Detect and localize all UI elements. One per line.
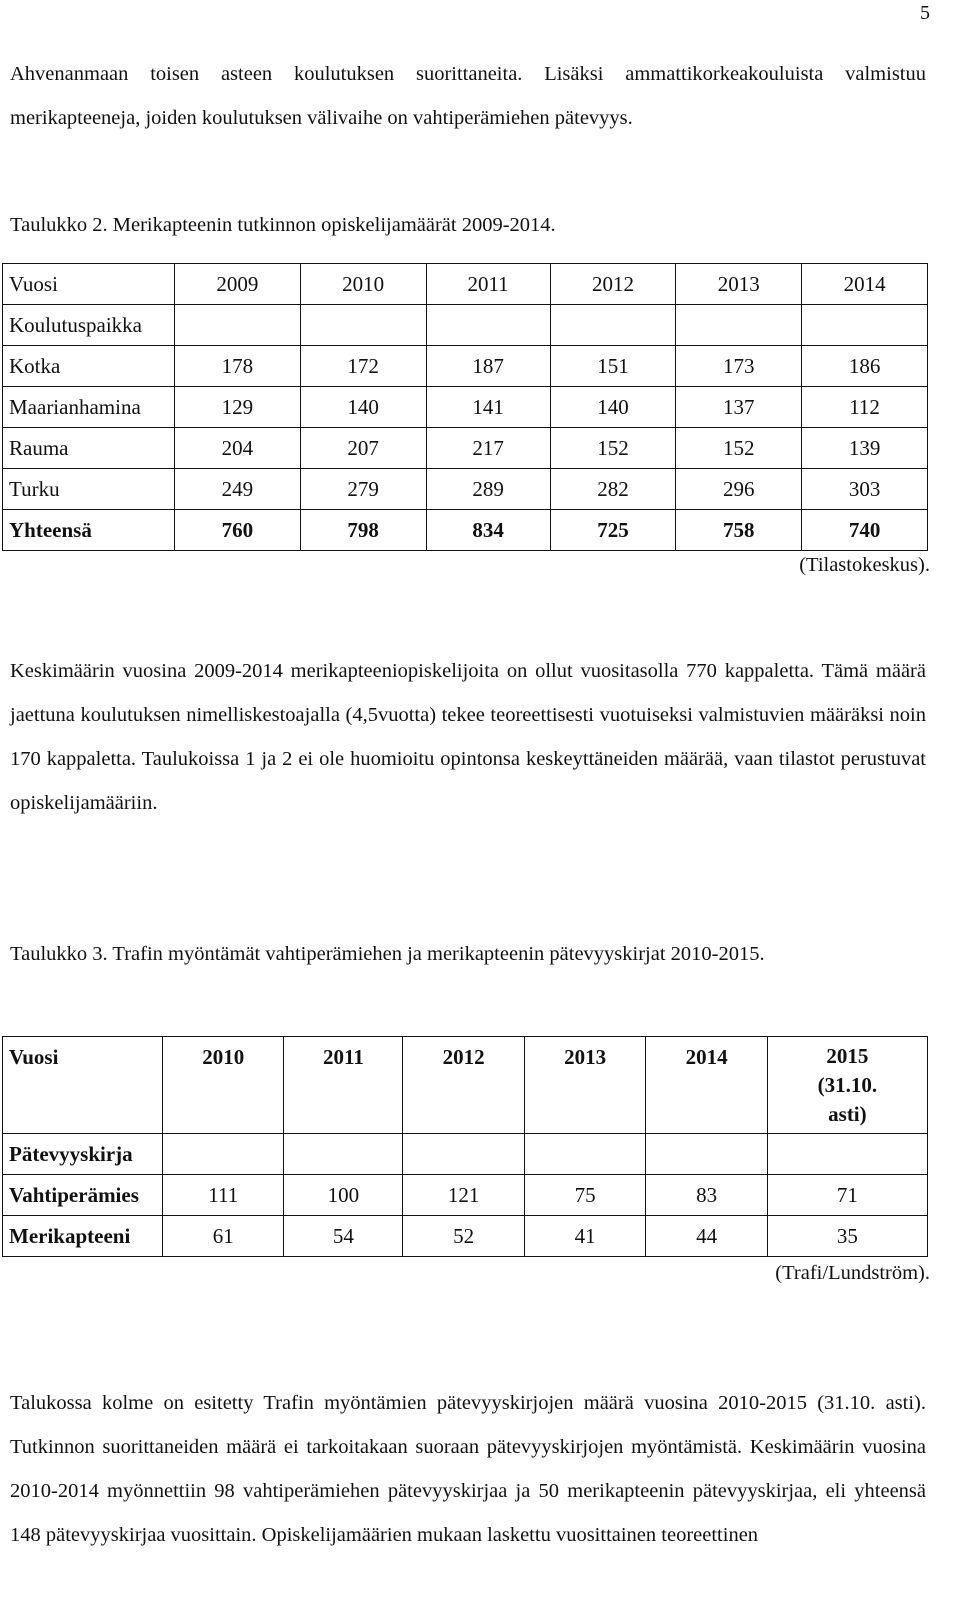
year-header-cell-last: 2015 (31.10. asti) [767,1037,927,1134]
table-cell: 207 [300,428,426,469]
total-cell: 725 [550,510,676,551]
table-cell: 140 [550,387,676,428]
table-row [3,346,928,387]
total-cell: 758 [676,510,802,551]
total-label: Yhteensä [3,510,175,551]
table-subheader-row [3,1134,928,1175]
year-header-cell: 2014 [646,1037,767,1134]
table-cell: 249 [175,469,301,510]
total-cell: 834 [426,510,550,551]
table2-source: (Tilastokeskus). [799,554,930,576]
table-cell: 71 [767,1175,927,1216]
table-cell: 35 [767,1216,927,1257]
table-cell: 173 [676,346,802,387]
table-cell: 139 [802,428,928,469]
year-header-cell: 2013 [676,264,802,305]
table3-source: (Trafi/Lundström). [775,1262,930,1284]
table-row [3,469,928,510]
table-cell: 44 [646,1216,767,1257]
table-row [3,387,928,428]
table-header-row [3,1037,928,1134]
table-cell: 204 [175,428,301,469]
table-cell: 151 [550,346,676,387]
year-header-cell: 2014 [802,264,928,305]
location-header-label: Koulutuspaikka [3,305,175,346]
table-cell: 296 [676,469,802,510]
table-cell: 52 [403,1216,524,1257]
table-cell: 100 [284,1175,403,1216]
year-header-cell: 2012 [550,264,676,305]
row-label: Vahtiperämies [3,1175,163,1216]
year-header-cell: 2010 [163,1037,284,1134]
page-number: 5 [920,2,930,24]
table2-caption: Taulukko 2. Merikapteenin tutkinnon opiskelijamäärät 2009-2014. [10,214,556,236]
year-header-cell: 2011 [426,264,550,305]
table-cell: 172 [300,346,426,387]
table-cell: 141 [426,387,550,428]
table-cell: 279 [300,469,426,510]
student-count-table [2,263,928,551]
closing-paragraph: Talukossa kolme on esitetty Trafin myöntämien pätevyyskirjojen määrä vuosina 2010-2015 (31.10. asti). Tutkinnon suorittaneiden määrä ei tarkoitakaan suoraan pätevyyskirjojen myöntämistä. Keskimäärin vuosina 2010-2014 myönnettiin 98 vahtiperämiehen pätevyyskirjaa ja 50 merikapteenin pätevyyskirjaa, eli yhteensä 148 pätevyyskirjaa vuosittain. Opiskelijamäärien mukaan laskettu vuosittainen teoreettinen [10,1392,926,1546]
table-cell: 289 [426,469,550,510]
row-label: Turku [3,469,175,510]
year-header-cell: 2010 [300,264,426,305]
table-row [3,428,928,469]
table-cell: 112 [802,387,928,428]
table-cell: 186 [802,346,928,387]
table3-caption: Taulukko 3. Trafin myöntämät vahtiperämiehen ja merikapteenin pätevyyskirjat 2010-2015. [10,943,765,965]
table-cell: 303 [802,469,928,510]
row-label: Kotka [3,346,175,387]
table-row [3,1216,928,1257]
intro-paragraph: Ahvenanmaan toisen asteen koulutuksen suorittaneita. Lisäksi ammattikorkeakouluista valmistuu merikapteeneja, joiden koulutuksen välivaihe on vahtiperämiehen pätevyys. [10,63,926,129]
table-row [3,1175,928,1216]
table-cell: 140 [300,387,426,428]
table-cell: 178 [175,346,301,387]
table-cell: 54 [284,1216,403,1257]
table-cell: 83 [646,1175,767,1216]
year-header-cell: 2009 [175,264,301,305]
certificate-table [2,1036,928,1257]
table-header-row [3,264,928,305]
row-label: Rauma [3,428,175,469]
table-cell: 217 [426,428,550,469]
year-header-cell: 2011 [284,1037,403,1134]
table-cell: 111 [163,1175,284,1216]
total-cell: 760 [175,510,301,551]
analysis-paragraph: Keskimäärin vuosina 2009-2014 merikapteeniopiskelijoita on ollut vuositasolla 770 kappaletta. Tämä määrä jaettuna koulutuksen nimelliskestoajalla (4,5vuotta) tekee teoreettisesti vuotuiseksi valmistuvien määräksi noin 170 kappaletta. Taulukoissa 1 ja 2 ei ole huomioitu opintonsa keskeyttäneiden määrää, vaan tilastot perustuvat opiskelijamääriin. [10,660,926,814]
certificate-header-label: Pätevyyskirja [3,1134,163,1175]
table-cell: 41 [524,1216,645,1257]
table-cell: 282 [550,469,676,510]
row-label: Maarianhamina [3,387,175,428]
table-subheader-row [3,305,928,346]
table-cell: 75 [524,1175,645,1216]
year-header-label: Vuosi [3,264,175,305]
table-cell: 152 [550,428,676,469]
row-label: Merikapteeni [3,1216,163,1257]
table-cell: 137 [676,387,802,428]
total-cell: 798 [300,510,426,551]
table-total-row [3,510,928,551]
year-header-cell: 2012 [403,1037,524,1134]
total-cell: 740 [802,510,928,551]
table-cell: 129 [175,387,301,428]
table-cell: 152 [676,428,802,469]
year-header-cell: 2013 [524,1037,645,1134]
table-cell: 121 [403,1175,524,1216]
table-cell: 61 [163,1216,284,1257]
table-cell: 187 [426,346,550,387]
year-header-label: Vuosi [3,1037,163,1134]
